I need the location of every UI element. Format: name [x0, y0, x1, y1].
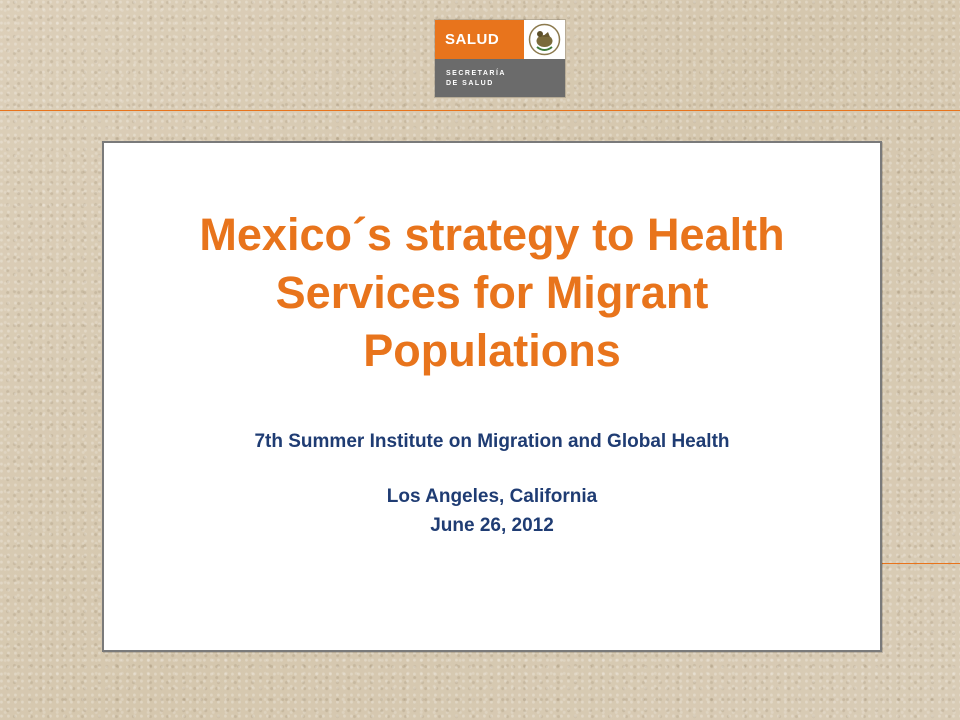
event-name: 7th Summer Institute on Migration and Global Health	[254, 431, 730, 452]
event-location: Los Angeles, California	[386, 486, 598, 507]
slide-title-line3: Populations	[363, 325, 621, 376]
logo-brand-block	[435, 20, 524, 59]
slide-title-line1: Mexico´s strategy to Health	[199, 209, 785, 260]
coat-of-arms-icon	[524, 20, 565, 59]
title-panel	[102, 141, 882, 652]
logo-brand-text: SALUD	[445, 31, 500, 48]
top-divider	[0, 110, 960, 111]
logo-subtitle-line1: SECRETARÍA	[446, 70, 506, 77]
slide-title	[104, 206, 880, 380]
salud-logo	[435, 20, 565, 97]
logo-subtitle-line2: DE SALUD	[446, 80, 494, 87]
slide-title-line2: Services for Migrant	[275, 267, 709, 318]
logo-subtitle	[446, 69, 506, 89]
event-date: June 26, 2012	[430, 515, 554, 536]
right-divider	[882, 563, 960, 564]
logo-header	[435, 20, 565, 59]
